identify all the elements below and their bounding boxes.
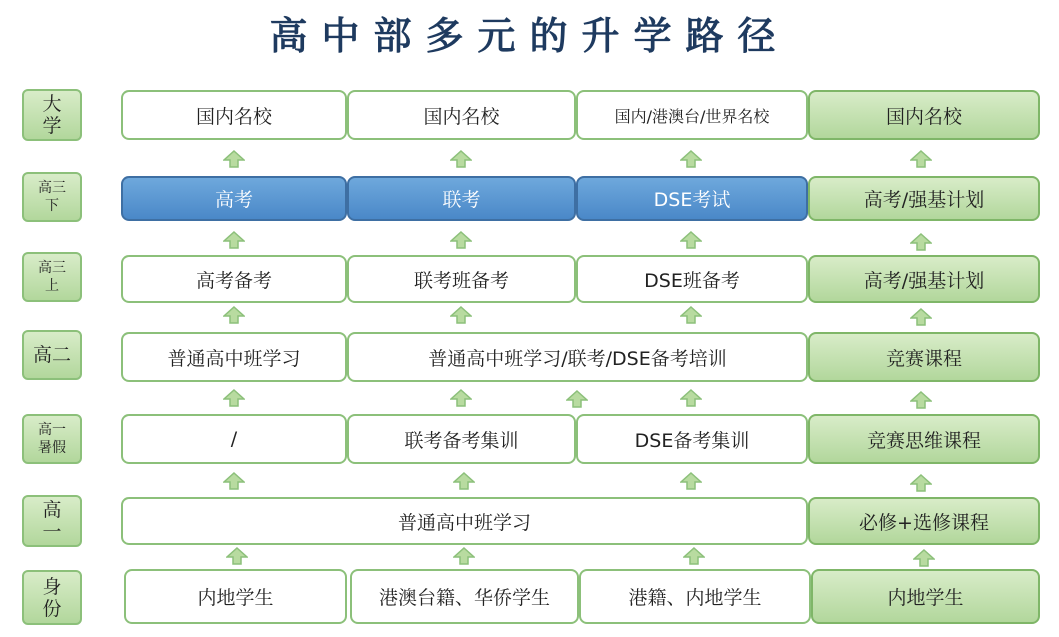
exam-liankao: 联考 <box>347 176 576 221</box>
prep-liankao-class: 联考班备考 <box>347 255 576 303</box>
up-arrow-icon <box>223 231 245 249</box>
up-arrow-icon <box>450 150 472 168</box>
summer-liankao-camp: 联考备考集训 <box>347 414 576 464</box>
university-domestic-elite-4: 国内名校 <box>808 90 1040 140</box>
grade11-regular-class: 普通高中班学习 <box>121 332 347 382</box>
exam-gaokao: 高考 <box>121 176 347 221</box>
up-arrow-icon <box>680 472 702 490</box>
summer-dse-camp: DSE备考集训 <box>576 414 808 464</box>
up-arrow-icon <box>226 547 248 565</box>
up-arrow-icon <box>223 150 245 168</box>
label-grade10-summer: 高一 暑假 <box>22 414 82 464</box>
up-arrow-icon <box>450 306 472 324</box>
label-grade12-first-half: 高三 上 <box>22 252 82 302</box>
up-arrow-icon <box>910 150 932 168</box>
university-domestic-elite-1: 国内名校 <box>121 90 347 140</box>
page-title: 高中部多元的升学路径 <box>269 14 790 58</box>
grade10-required-elective: 必修+选修课程 <box>808 497 1040 545</box>
university-domestic-elite-2: 国内名校 <box>347 90 576 140</box>
label-university: 大 学 <box>22 89 82 141</box>
identity-hkmt-overseas: 港澳台籍、华侨学生 <box>350 569 579 624</box>
up-arrow-icon <box>680 150 702 168</box>
up-arrow-icon <box>450 389 472 407</box>
up-arrow-icon <box>910 474 932 492</box>
identity-hk-mainland: 港籍、内地学生 <box>579 569 811 624</box>
up-arrow-icon <box>453 547 475 565</box>
up-arrow-icon <box>910 391 932 409</box>
up-arrow-icon <box>453 472 475 490</box>
prep-gaokao: 高考备考 <box>121 255 347 303</box>
up-arrow-icon <box>913 549 935 567</box>
grade11-regular-liankao-dse: 普通高中班学习/联考/DSE备考培训 <box>347 332 808 382</box>
up-arrow-icon <box>566 390 588 408</box>
label-identity: 身 份 <box>22 570 82 625</box>
up-arrow-icon <box>223 389 245 407</box>
identity-mainland-2: 内地学生 <box>811 569 1040 624</box>
up-arrow-icon <box>680 389 702 407</box>
prep-dse-class: DSE班备考 <box>576 255 808 303</box>
up-arrow-icon <box>910 308 932 326</box>
prep-gaokao-qiangji: 高考/强基计划 <box>808 255 1040 303</box>
summer-none: / <box>121 414 347 464</box>
label-grade11: 高二 <box>22 330 82 380</box>
up-arrow-icon <box>683 547 705 565</box>
university-domestic-hkmt-world: 国内/港澳台/世界名校 <box>576 90 808 140</box>
exam-gaokao-qiangji: 高考/强基计划 <box>808 176 1040 221</box>
identity-mainland-1: 内地学生 <box>124 569 347 624</box>
label-grade12-second-half: 高三 下 <box>22 172 82 222</box>
up-arrow-icon <box>680 231 702 249</box>
up-arrow-icon <box>223 306 245 324</box>
up-arrow-icon <box>680 306 702 324</box>
up-arrow-icon <box>910 233 932 251</box>
grade11-competition-course: 竞赛课程 <box>808 332 1040 382</box>
exam-dse: DSE考试 <box>576 176 808 221</box>
grade10-regular-class: 普通高中班学习 <box>121 497 808 545</box>
up-arrow-icon <box>450 231 472 249</box>
label-grade10: 高 一 <box>22 495 82 547</box>
up-arrow-icon <box>223 472 245 490</box>
summer-competition-thinking: 竞赛思维课程 <box>808 414 1040 464</box>
